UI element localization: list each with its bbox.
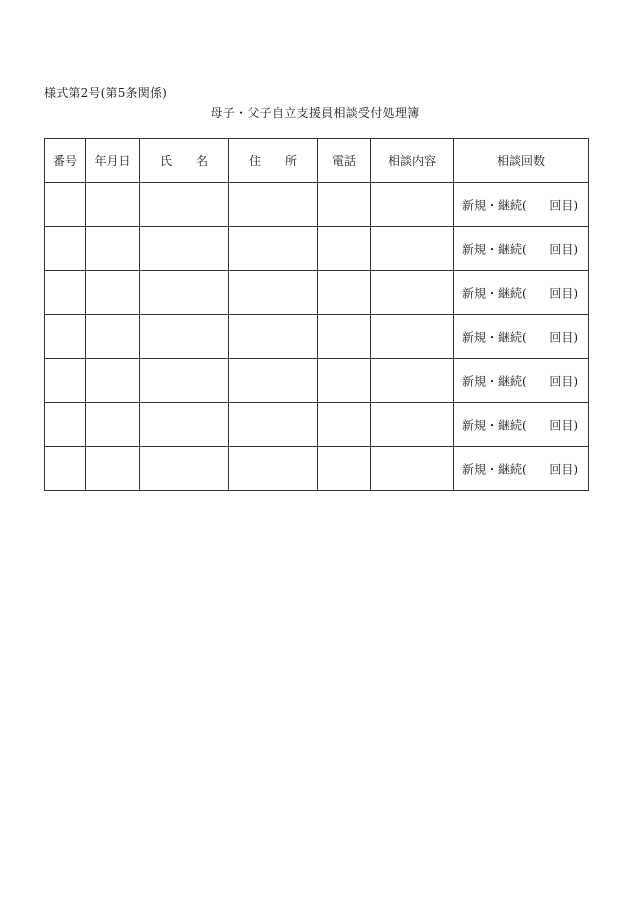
new-or-continuing-label: 新規・継続( <box>462 374 527 388</box>
column-header-number: 番号 <box>45 139 86 183</box>
cell-date <box>86 403 140 447</box>
cell-date <box>86 359 140 403</box>
cell-number <box>45 315 86 359</box>
cell-consultation-count <box>454 271 589 315</box>
cell-content <box>371 447 454 491</box>
cell-name <box>140 315 229 359</box>
cell-number <box>45 227 86 271</box>
cell-content <box>371 183 454 227</box>
table-row <box>45 447 589 491</box>
cell-address <box>229 447 318 491</box>
header-row <box>45 139 589 183</box>
cell-date <box>86 227 140 271</box>
cell-address <box>229 315 318 359</box>
cell-consultation-count <box>454 359 589 403</box>
new-or-continuing-label: 新規・継続( <box>462 242 527 256</box>
register-body <box>45 183 589 491</box>
cell-content <box>371 271 454 315</box>
cell-date <box>86 271 140 315</box>
cell-phone <box>318 359 371 403</box>
cell-phone <box>318 447 371 491</box>
column-header-name: 氏 名 <box>140 139 229 183</box>
cell-name <box>140 403 229 447</box>
cell-address <box>229 227 318 271</box>
cell-address <box>229 183 318 227</box>
cell-name <box>140 227 229 271</box>
cell-number <box>45 183 86 227</box>
table-row <box>45 359 589 403</box>
cell-phone <box>318 227 371 271</box>
cell-name <box>140 359 229 403</box>
table-row <box>45 227 589 271</box>
cell-content <box>371 403 454 447</box>
times-count-label: 回目) <box>549 374 578 388</box>
cell-content <box>371 359 454 403</box>
cell-address <box>229 403 318 447</box>
new-or-continuing-label: 新規・継続( <box>462 418 527 432</box>
column-header-consultation-count: 相談回数 <box>454 139 589 183</box>
column-header-date: 年月日 <box>86 139 140 183</box>
cell-phone <box>318 183 371 227</box>
times-count-label: 回目) <box>549 242 578 256</box>
column-header-consultation-content: 相談内容 <box>371 139 454 183</box>
cell-number <box>45 447 86 491</box>
table-row <box>45 271 589 315</box>
cell-date <box>86 183 140 227</box>
cell-consultation-count <box>454 227 589 271</box>
cell-number <box>45 403 86 447</box>
document-title: 母子・父子自立支援員相談受付処理簿 <box>210 106 420 120</box>
table-row <box>45 315 589 359</box>
cell-name <box>140 183 229 227</box>
times-count-label: 回目) <box>549 462 578 476</box>
table-row <box>45 183 589 227</box>
cell-name <box>140 447 229 491</box>
consultation-register-table <box>44 138 589 491</box>
cell-phone <box>318 271 371 315</box>
cell-content <box>371 227 454 271</box>
new-or-continuing-label: 新規・継続( <box>462 198 527 212</box>
times-count-label: 回目) <box>549 330 578 344</box>
cell-name <box>140 271 229 315</box>
times-count-label: 回目) <box>549 198 578 212</box>
cell-phone <box>318 403 371 447</box>
column-header-phone: 電話 <box>318 139 371 183</box>
cell-consultation-count <box>454 447 589 491</box>
form-number-label: 様式第2号(第5条関係) <box>44 86 168 100</box>
cell-phone <box>318 315 371 359</box>
times-count-label: 回目) <box>549 286 578 300</box>
times-count-label: 回目) <box>549 418 578 432</box>
cell-number <box>45 359 86 403</box>
column-header-address: 住 所 <box>229 139 318 183</box>
cell-consultation-count <box>454 315 589 359</box>
new-or-continuing-label: 新規・継続( <box>462 462 527 476</box>
table-row <box>45 403 589 447</box>
cell-content <box>371 315 454 359</box>
cell-consultation-count <box>454 183 589 227</box>
new-or-continuing-label: 新規・継続( <box>462 286 527 300</box>
cell-consultation-count <box>454 403 589 447</box>
cell-number <box>45 271 86 315</box>
cell-address <box>229 359 318 403</box>
new-or-continuing-label: 新規・継続( <box>462 330 527 344</box>
cell-date <box>86 315 140 359</box>
cell-date <box>86 447 140 491</box>
cell-address <box>229 271 318 315</box>
